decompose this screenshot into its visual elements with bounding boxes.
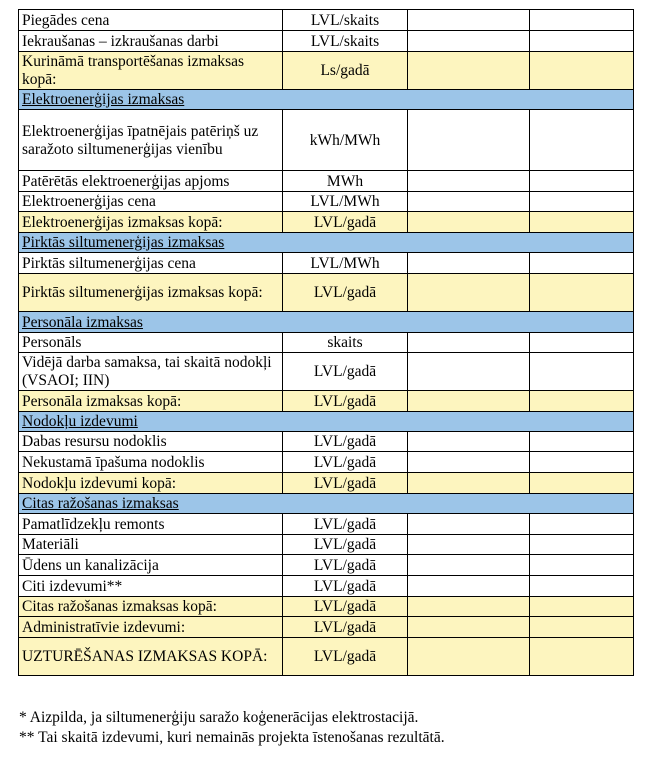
section-title: Elektroenerģijas izmaksas: [19, 90, 634, 110]
unit-cell: LVL/gadā: [283, 617, 408, 638]
value-cell: [530, 253, 634, 274]
value-cell: [530, 52, 634, 90]
table-row: [19, 576, 634, 597]
row-label: Elektroenerģijas cena: [19, 192, 283, 212]
row-label: Elektroenerģijas izmaksas kopā:: [19, 212, 283, 233]
unit-cell: LVL/gadā: [283, 353, 408, 391]
footnote: * Aizpilda, ja siltumenerģiju saražo koģenerācijas elektrostacijā.: [19, 709, 419, 726]
row-label: Dabas resursu nodoklis: [19, 432, 283, 452]
unit-cell: LVL/skaits: [283, 10, 408, 31]
value-cell: [408, 52, 530, 90]
value-cell: [408, 31, 530, 52]
value-cell: [530, 110, 634, 171]
value-cell: [530, 514, 634, 535]
value-cell: [530, 432, 634, 452]
unit-cell: skaits: [283, 333, 408, 353]
value-cell: [408, 452, 530, 473]
value-cell: [530, 171, 634, 192]
footnotes: [19, 708, 445, 748]
value-cell: [408, 597, 530, 617]
value-cell: [408, 576, 530, 597]
section-header-row: [19, 90, 634, 110]
value-cell: [530, 353, 634, 391]
table-row: [19, 192, 634, 212]
total-row: [19, 638, 634, 676]
unit-cell: LVL/gadā: [283, 274, 408, 312]
section-title: Pirktās siltumenerģijas izmaksas: [19, 233, 634, 253]
section-title: Personāla izmaksas: [19, 312, 634, 333]
row-label: Citi izdevumi**: [19, 576, 283, 597]
row-label: Iekraušanas – izkraušanas darbi: [19, 31, 283, 52]
row-label: Piegādes cena: [19, 10, 283, 31]
row-label: Pirktās siltumenerģijas cena: [19, 253, 283, 274]
section-title: Nodokļu izdevumi: [19, 412, 634, 432]
value-cell: [530, 473, 634, 494]
total-row: [19, 473, 634, 494]
table-row: [19, 452, 634, 473]
row-label: Nekustamā īpašuma nodoklis: [19, 452, 283, 473]
unit-cell: LVL/gadā: [283, 452, 408, 473]
table-row: [19, 353, 634, 391]
row-label: Personāls: [19, 333, 283, 353]
unit-cell: LVL/gadā: [283, 597, 408, 617]
unit-cell: LVL/gadā: [283, 432, 408, 452]
row-label: Nodokļu izdevumi kopā:: [19, 473, 283, 494]
row-label: Vidējā darba samaksa, tai skaitā nodokļi (VSAOI; IIN): [19, 353, 283, 391]
value-cell: [408, 212, 530, 233]
row-label: Personāla izmaksas kopā:: [19, 391, 283, 412]
table-row: [19, 555, 634, 576]
value-cell: [530, 638, 634, 676]
unit-cell: kWh/MWh: [283, 110, 408, 171]
section-header-row: [19, 412, 634, 432]
row-label: Administratīvie izdevumi:: [19, 617, 283, 638]
table-row: [19, 535, 634, 555]
unit-cell: LVL/gadā: [283, 535, 408, 555]
table-row: [19, 253, 634, 274]
value-cell: [530, 576, 634, 597]
value-cell: [408, 555, 530, 576]
value-cell: [530, 391, 634, 412]
table-row: [19, 171, 634, 192]
value-cell: [408, 192, 530, 212]
section-title: Citas ražošanas izmaksas: [19, 494, 634, 514]
value-cell: [408, 333, 530, 353]
table-row: [19, 514, 634, 535]
table-row: [19, 432, 634, 452]
value-cell: [530, 212, 634, 233]
total-row: [19, 391, 634, 412]
value-cell: [408, 110, 530, 171]
unit-cell: LVL/gadā: [283, 576, 408, 597]
unit-cell: LVL/gadā: [283, 638, 408, 676]
total-row: [19, 274, 634, 312]
value-cell: [530, 192, 634, 212]
value-cell: [408, 535, 530, 555]
value-cell: [530, 535, 634, 555]
value-cell: [408, 473, 530, 494]
row-label: Elektroenerģijas īpatnējais patēriņš uz saražoto siltumenerģijas vienību: [19, 110, 283, 171]
table-row: [19, 333, 634, 353]
value-cell: [530, 10, 634, 31]
value-cell: [530, 333, 634, 353]
value-cell: [530, 617, 634, 638]
total-row: [19, 597, 634, 617]
unit-cell: LVL/MWh: [283, 192, 408, 212]
row-label: Materiāli: [19, 535, 283, 555]
section-header-row: [19, 494, 634, 514]
total-row: [19, 52, 634, 90]
value-cell: [530, 274, 634, 312]
table-row: [19, 10, 634, 31]
row-label: Kurināmā transportēšanas izmaksas kopā:: [19, 52, 283, 90]
value-cell: [530, 31, 634, 52]
row-label: Patērētās elektroenerģijas apjoms: [19, 171, 283, 192]
unit-cell: Ls/gadā: [283, 52, 408, 90]
cost-table: [18, 9, 634, 676]
unit-cell: LVL/MWh: [283, 253, 408, 274]
value-cell: [408, 391, 530, 412]
unit-cell: LVL/gadā: [283, 391, 408, 412]
value-cell: [408, 274, 530, 312]
value-cell: [530, 555, 634, 576]
row-label: Pamatlīdzekļu remonts: [19, 514, 283, 535]
value-cell: [408, 10, 530, 31]
value-cell: [408, 253, 530, 274]
unit-cell: LVL/gadā: [283, 555, 408, 576]
row-label: Ūdens un kanalizācija: [19, 555, 283, 576]
total-row: [19, 617, 634, 638]
value-cell: [408, 432, 530, 452]
total-row: [19, 212, 634, 233]
unit-cell: MWh: [283, 171, 408, 192]
value-cell: [408, 353, 530, 391]
value-cell: [530, 597, 634, 617]
footnote: ** Tai skaitā izdevumi, kuri nemainās projekta īstenošanas rezultātā.: [19, 729, 445, 746]
unit-cell: LVL/skaits: [283, 31, 408, 52]
value-cell: [408, 617, 530, 638]
table-row: [19, 31, 634, 52]
unit-cell: LVL/gadā: [283, 514, 408, 535]
unit-cell: LVL/gadā: [283, 473, 408, 494]
row-label: UZTURĒŠANAS IZMAKSAS KOPĀ:: [19, 638, 283, 676]
value-cell: [408, 171, 530, 192]
unit-cell: LVL/gadā: [283, 212, 408, 233]
value-cell: [530, 452, 634, 473]
table-row: [19, 110, 634, 171]
value-cell: [408, 638, 530, 676]
row-label: Pirktās siltumenerģijas izmaksas kopā:: [19, 274, 283, 312]
section-header-row: [19, 312, 634, 333]
row-label: Citas ražošanas izmaksas kopā:: [19, 597, 283, 617]
section-header-row: [19, 233, 634, 253]
value-cell: [408, 514, 530, 535]
